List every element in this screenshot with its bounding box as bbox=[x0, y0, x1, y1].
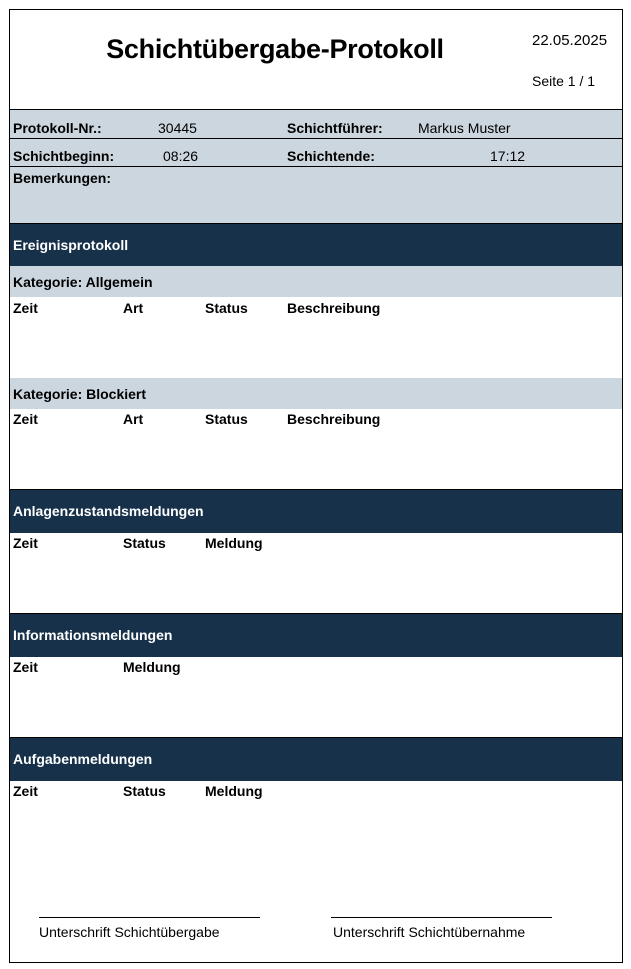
plant-status-header bbox=[10, 490, 622, 533]
document-title: Schichtübergabe-Protokoll bbox=[106, 34, 444, 64]
category-label: Kategorie: Blockiert bbox=[13, 386, 147, 402]
column-header-beschreibung: Beschreibung bbox=[287, 300, 381, 316]
column-header-status: Status bbox=[205, 300, 248, 316]
divider bbox=[10, 138, 622, 139]
remarks-label: Bemerkungen: bbox=[13, 170, 112, 186]
category-allgemein-table bbox=[10, 297, 622, 378]
event-log-title: Ereignisprotokoll bbox=[13, 237, 129, 253]
column-header-meldung: Meldung bbox=[205, 783, 263, 799]
column-header-meldung: Meldung bbox=[205, 535, 263, 551]
column-header-status: Status bbox=[123, 783, 166, 799]
plant-status-title: Anlagenzustandsmeldungen bbox=[13, 503, 204, 519]
document-header bbox=[10, 10, 622, 110]
shift-start-label: Schichtbeginn: bbox=[13, 148, 115, 164]
plant-status-table bbox=[10, 533, 622, 613]
shift-lead-value: Markus Muster bbox=[418, 120, 511, 136]
shift-end-value: 17:12 bbox=[490, 148, 526, 164]
category-blockiert-table bbox=[10, 409, 622, 489]
page-number: Seite 1 / 1 bbox=[532, 73, 596, 89]
document-date: 22.05.2025 bbox=[532, 32, 608, 49]
column-header-meldung: Meldung bbox=[123, 659, 181, 675]
signature-line-takeover[interactable] bbox=[331, 917, 552, 918]
info-messages-header bbox=[10, 614, 622, 657]
info-messages-table bbox=[10, 657, 622, 737]
category-label: Kategorie: Allgemein bbox=[13, 274, 153, 290]
column-header-status: Status bbox=[123, 535, 166, 551]
shift-end-label: Schichtende: bbox=[287, 148, 375, 164]
column-header-zeit: Zeit bbox=[13, 535, 38, 551]
task-messages-table bbox=[10, 781, 622, 901]
column-header-status: Status bbox=[205, 411, 248, 427]
task-messages-title: Aufgabenmeldungen bbox=[13, 751, 153, 767]
column-header-art: Art bbox=[123, 300, 144, 316]
protocol-no-value: 30445 bbox=[158, 120, 197, 136]
column-header-zeit: Zeit bbox=[13, 783, 38, 799]
info-messages-title: Informationsmeldungen bbox=[13, 627, 173, 643]
signature-label-takeover: Unterschrift Schichtübernahme bbox=[333, 924, 526, 940]
protocol-no-label: Protokoll-Nr.: bbox=[13, 120, 102, 136]
info-section bbox=[10, 110, 622, 224]
category-blockiert-header bbox=[10, 378, 622, 409]
shift-lead-label: Schichtführer: bbox=[287, 120, 383, 136]
task-messages-header bbox=[10, 738, 622, 781]
category-allgemein-header bbox=[10, 266, 622, 297]
column-header-zeit: Zeit bbox=[13, 659, 38, 675]
column-header-zeit: Zeit bbox=[13, 300, 38, 316]
signature-line-handover[interactable] bbox=[39, 917, 260, 918]
divider bbox=[10, 166, 622, 167]
column-header-zeit: Zeit bbox=[13, 411, 38, 427]
column-header-beschreibung: Beschreibung bbox=[287, 411, 381, 427]
shift-start-value: 08:26 bbox=[163, 148, 199, 164]
signature-label-handover: Unterschrift Schichtübergabe bbox=[39, 924, 220, 940]
protocol-page bbox=[9, 9, 623, 963]
column-header-art: Art bbox=[123, 411, 144, 427]
event-log-header bbox=[10, 224, 622, 266]
